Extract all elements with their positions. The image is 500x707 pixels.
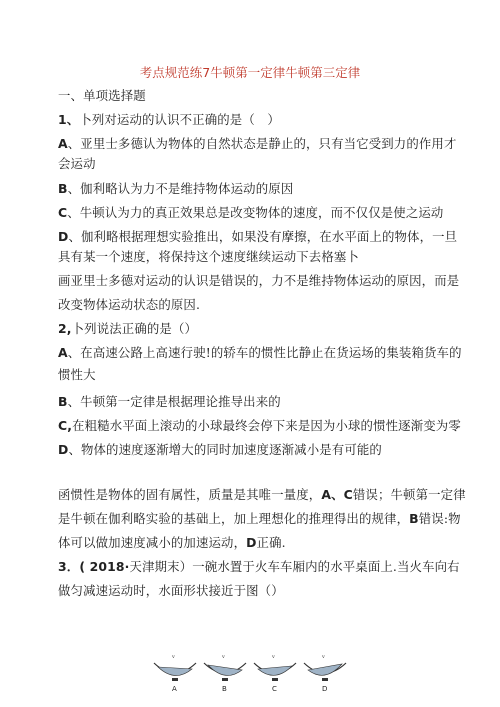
question-2-analysis-line-2: 是牛顿在伽利略实验的基础上，加上理想化的推理得出的规律，B错误:物 bbox=[58, 511, 461, 526]
question-2-option-a-cont: 惯性大 bbox=[58, 367, 96, 382]
question-2-analysis-line-3: 体可以做加速度减小的加速运动，D正确. bbox=[58, 535, 286, 550]
svg-text:v: v bbox=[272, 654, 275, 660]
svg-text:v: v bbox=[322, 654, 325, 660]
question-2-option-c: C,在粗糙水平面上滚动的小球最终会停下来是因为小球的惯性逐渐变为零 bbox=[58, 418, 461, 433]
question-1-stem: 1、卜列对运动的认识不正确的是（ ） bbox=[58, 112, 280, 127]
question-1-option-b: B、伽利略认为力不是维持物体运动的原因 bbox=[58, 181, 294, 196]
question-1-option-a-cont: 会运动 bbox=[58, 156, 96, 171]
question-1-option-d: D、伽利略根据理想实验推出，如果没有摩擦，在水平面上的物体，一旦 bbox=[58, 229, 458, 244]
question-3-stem-cont: 做匀减速运动时，水面形状接近于图（） bbox=[58, 583, 284, 598]
svg-text:v: v bbox=[172, 654, 175, 660]
bowls-figure bbox=[150, 651, 350, 693]
bowl-b bbox=[204, 654, 246, 693]
figure-label-d: D bbox=[322, 685, 328, 693]
question-2-option-d: D、物体的速度逐渐增大的同时加速度逐渐减小是有可能的 bbox=[58, 442, 382, 457]
question-3-stem: 3．( 2018·天津期末）一碗水置于火车车厢内的水平桌面上.当火车向右 bbox=[58, 559, 460, 574]
question-1-option-d-cont: 具有某一个速度，将保持这个速度继续运动下去格塞卜 bbox=[58, 249, 359, 264]
question-1-option-c: C、牛顿认为力的真正效果总是改变物体的速度，而不仅仅是使之运动 bbox=[58, 205, 444, 220]
svg-text:v: v bbox=[222, 654, 225, 660]
question-2-stem: 2,卜列说法正确的是（） bbox=[58, 321, 198, 336]
section-heading: 一、单项选择题 bbox=[58, 88, 146, 103]
question-2-analysis-line-1: 函惯性是物体的固有属性，质量是其唯一量度，A、C错误；牛顿第一定律 bbox=[58, 487, 466, 502]
question-1-analysis-line-2: 改变物体运动状态的原因. bbox=[58, 297, 201, 312]
question-1-analysis-line-1: 画亚里士多德对运动的认识是错误的，力不是维持物体运动的原因，而是 bbox=[58, 273, 460, 288]
figure-label-b: B bbox=[222, 685, 227, 693]
question-2-number: 2, bbox=[58, 321, 72, 336]
question-2-option-b: B、牛顿第一定律是根据理论推导出来的 bbox=[58, 394, 281, 409]
bowl-c bbox=[254, 654, 296, 693]
page-title: 考点规范练7牛顿第一定律牛顿第三定律 bbox=[139, 65, 361, 80]
bowl-a bbox=[154, 654, 196, 693]
question-1-number: 1、 bbox=[58, 112, 80, 127]
question-2-option-a: A、在高速公路上高速行驶!的轿车的惯性比静止在货运场的集装箱货车的 bbox=[58, 345, 462, 360]
figure-label-c: C bbox=[272, 685, 277, 693]
bowl-d bbox=[304, 654, 346, 693]
question-1-option-a: A、亚里士多德认为物体的自然状态是静止的，只有当它受到力的作用才 bbox=[58, 136, 457, 151]
figure-label-a: A bbox=[172, 685, 177, 693]
question-3-number: 3 bbox=[58, 559, 67, 574]
